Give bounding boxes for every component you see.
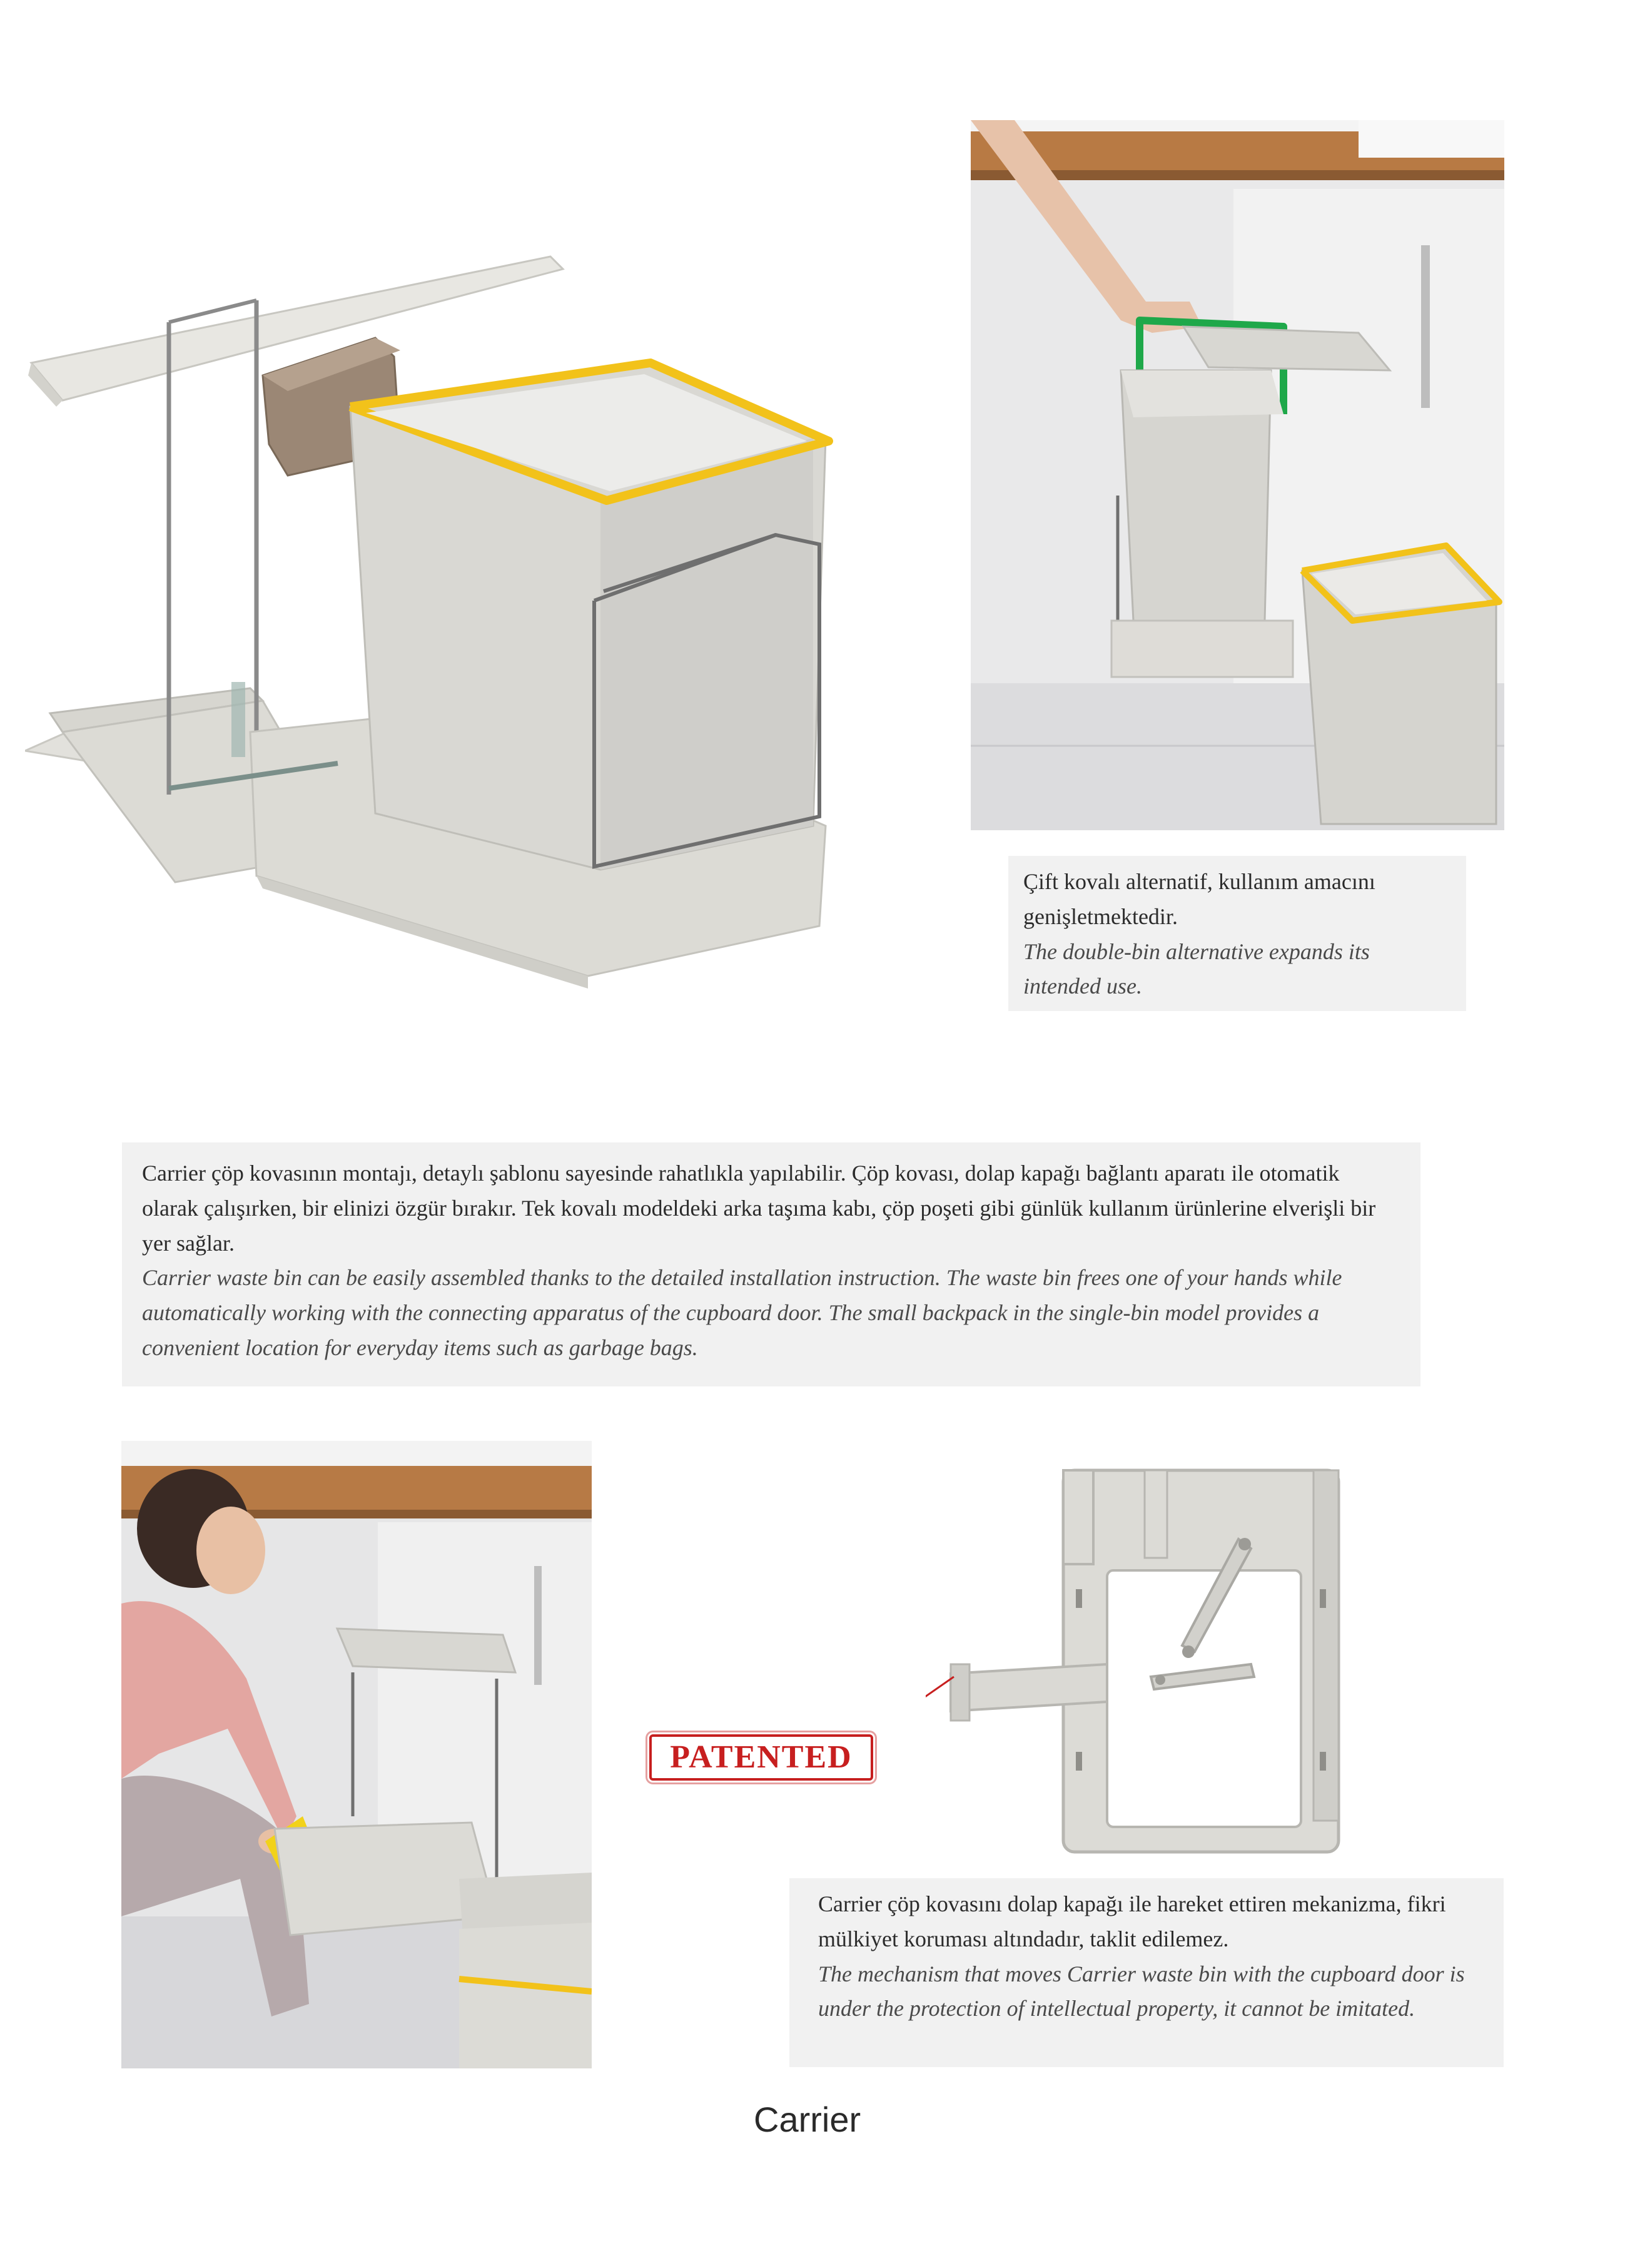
caption-assembly-en: Carrier waste bin can be easily assembled thanks to the detailed installation instruction. The waste bin frees one of your hands while automatically working with the connecting apparatus of the cupboard door. The small backpack in the single-bin model provides a convenient location for everyday items such as garbage bags. xyxy=(142,1265,1342,1360)
caption-mechanism xyxy=(789,1878,1504,2067)
brand-footer: Carrier xyxy=(754,2100,861,2139)
patented-badge: PATENTED xyxy=(649,1734,873,1781)
photo-woman-using-bin xyxy=(121,1441,592,2068)
caption-mechanism-en: The mechanism that moves Carrier waste bin with the cupboard door is under the protection of intellectual property, it cannot be imitated. xyxy=(818,1961,1465,2021)
mechanism-diagram xyxy=(926,1464,1376,1864)
caption-double-bin xyxy=(1008,856,1466,1011)
kitchen-photo-double-bin xyxy=(971,120,1504,830)
caption-double-bin-tr: Çift kovalı alternatif, kullanım amacını genişletmektedir. xyxy=(1023,869,1375,929)
caption-mechanism-tr: Carrier çöp kovasını dolap kapağı ile hareket ettiren mekanizma, fikri mülkiyet koruması altındadır, taklit edilemez. xyxy=(818,1891,1446,1951)
caption-assembly-tr: Carrier çöp kovasının montajı, detaylı şablonu sayesinde rahatlıkla yapılabilir. Çöp kovası, dolap kapağı bağlantı aparatı ile otomatik olarak çalışırken, bir elinizi özgür bırakır. Tek kovalı modeldeki arka taşıma kabı, çöp poşeti gibi günlük kullanım ürünlerine elverişli bir yer sağlar. xyxy=(142,1161,1376,1256)
caption-assembly xyxy=(122,1142,1420,1386)
caption-double-bin-en: The double-bin alternative expands its intended use. xyxy=(1023,938,1370,999)
product-photo-carrier-bin xyxy=(25,250,851,1014)
